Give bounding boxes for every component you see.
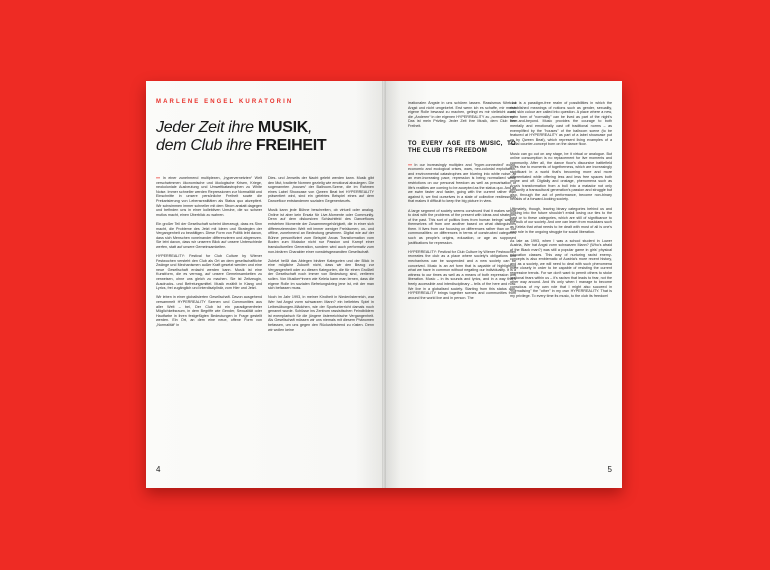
left-column-1 [156, 176, 262, 466]
body-paragraph: Ultimately, though, leaving binary categories behind us and looking into the future shouldn't entail losing our ties to the past or to these categories, which are still of significance to the bulk of our society. And one can learn from musicians such as Kelela that what needs to be dealt with most of all is one's own role in the ongoing struggle for social liberation. [510, 206, 612, 234]
article-title [156, 119, 378, 155]
english-subtitle: TO EVERY AGE ITS MUSIC, TO THE CLUB ITS FREEDOM [408, 140, 516, 154]
body-paragraph: Zuletzt heißt das Ablegen binärer Kategorien und der Blick in eine mögliche Zukunft nicht, dass wir den Bezug zur Vergangenheit oder zu diesen Kategorien, die für einen Großteil der Gesellschaft noch immer von Bedeutung sind, verlieren sollen. Von Musiker*innen wie Kelela kann man lernen, dass die eigene Rolle im sozialen Befreiungskrieg jene ist, mit der man sich befassen muss. [268, 258, 374, 291]
body-paragraph: HYPERREALITY: Festival for Club Culture by Wiener Festwochen versteht den Club als Ort an dem gesellschaftliche Zwänge und Mechanismen außer Kraft gesetzt werden und eine neue Gesellschaft erdacht werden kann. Musik ist eine Kunstform, die es vermag, auf unsere Gemeinsamkeiten zu verweisen, ohne uns gleich zu machen. Sie ist Zeitzeugin, Ausdrucks- und Befreiungsmittel. Musik erzählt in Klang und Lyrics, frei zugänglich und interdisziplinär, vom Hier und Jetzt. [156, 254, 262, 291]
title-line2-pre: dem Club ihre [156, 137, 256, 154]
spine-fold [382, 81, 386, 488]
page-number: 5 [607, 465, 612, 474]
body-paragraph: Ein großer Teil der Gesellschaft scheint überzeugt, dass es Sinn macht, die Probleme des Jetzt mit Ideen und Strategien der Vergangenheit zu bewältigen. Diese Form von Politik lebt davon, dass sich Menschen voneinander differenzieren und abgrenzen. Sie lebt davon, dass wir unseren Blick auf unsere Unterschiede werfen, statt auf unsere Gemeinsamkeiten. [156, 221, 262, 249]
right-column-2 [510, 101, 612, 466]
magazine-spread [146, 81, 622, 488]
body-paragraph: A large segment of society seems convinced that it makes sense to deal with the problems of the present with ideas and strategies of the past. This sort of politics lives from human beings' walling themselves off from one another based on what distinguishes them. It lives from our focusing on differences rather than on our commonalities: on differences in terms of constructed categories such as people's origins, education, or age as supposed justifications for repression. [408, 208, 516, 245]
body-paragraph: In einer zunehmend multiplexen, „hypervernetzten“ Welt verschwimmen ökonomische und ökologische Krisen, Kriege, neokoloniale Ausbeutung und Umweltkatastrophen zu White Noise. Immer schneller werden Repressionen zur Normalität und Einschnitte in unsere persönliche Freiheit sowie die Prekarisierung von Lebensrealitäten als Status quo akzeptiert. Wir schwimmen immer schneller mit dem Strom anstatt dagegen und befinden uns in einer kollektiven Unruhe, die so schwer mutlos macht, einen Überblick zu wahren. [156, 176, 262, 217]
body-paragraph: Musik kann jede Bühne beschreiten, ob virtuell oder analog. Online ist aber kein Ersatz für Live-Momente oder Community. Denn auf dem diskursiven Schlachtfeld des Dancefloors entstehen Momente der Zusammengehörigkeit, die in einer sich differenzierenden Welt mit immer weniger Freiräumen, on- und offline, zunehmend an Bedeutung gewinnen. Digital wie auf der Bühne personifiziert zum Beispiel Arcas Transformation vom Boden zum Mutador nicht nur Passion und Kampf einer transkulturellen Generation, sondern wird auch performativ zum non-binären Charakter einer vorwärtsgewandten Gesellschaft. [268, 208, 374, 254]
body-paragraph: Music can go out on any stage, be it virtual or analogue. But online consumption is no replacement for live moments and community. After all, the dance floor's discursive battlefield gives rise to moments of togetherness, which are increasingly significant in a world that's becoming more and more differentiated while offering less and less free spaces both online and off. Digitally and onstage, phenomena such as Arca's transformation from a bull into a matador not only personify a transcultural generation's passion and struggle but also, through the act of performance, become non-binary heralds of a forward-looking society. [510, 151, 612, 202]
title-line1-pre: Jeder Zeit ihre [156, 119, 258, 136]
right-page [384, 81, 622, 488]
body-paragraph: Wir leben in einer globalisierten Gesellschaft. Davon ausgehend versammelt HYPERREALITY Szenen und Communities aus aller Welt – bei, Der Club ist ein paradigmenfreier Möglichkeitsraum, in dem Begriffe wie Gender, Sexualität oder Hautfarbe in ihren festgefügten Bedeutungen in Frage gestellt werden. Ein Ort, an dem eine neue, offene Form von „Normalität“ in [156, 295, 262, 327]
page-number: 4 [156, 465, 161, 474]
body-paragraph: Noch im Jahr 1993, in meiner Kindheit in Niederösterreich, war Wer hat Angst vorm schwarzen Mann? ein beliebtes Spiel in Leibesübungen-Mädchen, wie der Sportunterricht damals noch genannt wurde. Schüsse ins Zentrum rassistischen Feindbildern ist exemplarisch für die jüngere österreichische Vergangenheit. Als Gesellschaft müssen wir uns niemals mit diesem Phänomen befassen, um uns gegen den Rückwärtstrend zu rüsten. Denn wir wollen keine [268, 295, 374, 332]
body-paragraph: irrationalen Ängste in uns schüren lassen. Rassismus führt zu Angst und nicht umgekehrt. Erst wenn ich es schaffe, mir meine eigene Rolle bewusst zu machen, gelingt es mir vielleicht auch, die „Anderen“ in der eigenen HYPERREALITY zu „normalisieren“. Das ist mein Privileg. Jeder Zeit ihre Musik, dem Club ihre Freiheit. [408, 101, 516, 128]
paragraph-marker: »« [156, 176, 163, 180]
body-paragraph: As late as 1993, when I was a school student in Lower Austria, Wer hat Angst vorm schwarzen Mann? (Who's afraid of the Black man?) was still a popular game in girls' physical education classes. This way of nurturing racist enemy-concepts is also emblematic of Austria's more recent history, and as a society, we will need to deal with such phenomena more closely in order to be capable of resisting the current regressive trends. For we don't want to permit others to stoke irrational fears within us – it's racism that leads to fear, not the other way around. And it's only when I manage to become conscious of my own role that I might also succeed in "normalising" the "other" in my own HYPERREALITY. That is my privilege. To every time its music, to the club its freedom! [510, 238, 612, 298]
body-paragraph: Dies- und Jenseits der Nacht gelebt werden kann. Musik gibt den Mut, tradierte Normen gezielig wie emotional abzulegen. Die sogenannten „houses“ der Ballroom-Szene, die im Rahmen eines Label Showcase von Qween Beat bei HYPERREALITY präsentiert wird, sind ein gelebtes Beispiel eines auf dem Dancefloor entstandenen sozialen Gegenentwurfs. [268, 176, 374, 203]
left-page [146, 81, 384, 488]
title-line1-bold: MUSIK [257, 119, 308, 136]
title-line2-bold: FREIHEIT [255, 137, 327, 154]
right-column-1 [408, 101, 516, 466]
body-paragraph: club is a paradigm-free realm of possibilities in which the established meanings of notions such as gender, sexuality, and skin colour are called into question. A place where a new, open form of "normality" can be lived as part of the night's here-and-beyond. Music provides the courage to both mentally and emotionally cast off traditional norms – as exemplified by the "houses" of the ballroom scene (to be featured at HYPERREALITY as part of a label showcase put on by Qween Beat), which represent living examples of a social counter-concept born on the dance floor. [510, 101, 612, 147]
paragraph-marker: »« [408, 162, 415, 167]
body-paragraph: In our increasingly multiplex and "hyper-connected" world, economic and ecological crises, wars, neo-colonial exploitation, and environmental catastrophes are blurring into white noise. At an ever-increasing pace, repression is being normalized while restrictions on our personal freedom as well as precarisation of life's realities are coming to be accepted as the status quo. And as we swim faster and faster, going with the current rather than against it, we find ourselves in a state of collective restlessness that makes it difficult to keep the big picture in view. [408, 162, 516, 204]
title-line1-post: , [307, 119, 313, 136]
body-paragraph: HYPERREALITY: Festival for Club Culture by Wiener Festwochen recreates the club as a place where society's obligations and mechanisms can be suspended and a new society can be conceived. Music is an art form that is capable of highlighting what we have in common without negating our individuality. It is a witness to our times as well as a means of both expression and liberation. Music – in its sounds and lyrics, and in a way that's freely accessible and interdisciplinary – tells of the here and now. We live in a globalised society. Starting from this status quo, HYPERREALITY brings together scenes and communities from around the world live and in person. The [408, 249, 516, 300]
author-line: MARLENE ENGEL KURATORIN [156, 99, 294, 105]
left-column-2 [268, 176, 374, 466]
